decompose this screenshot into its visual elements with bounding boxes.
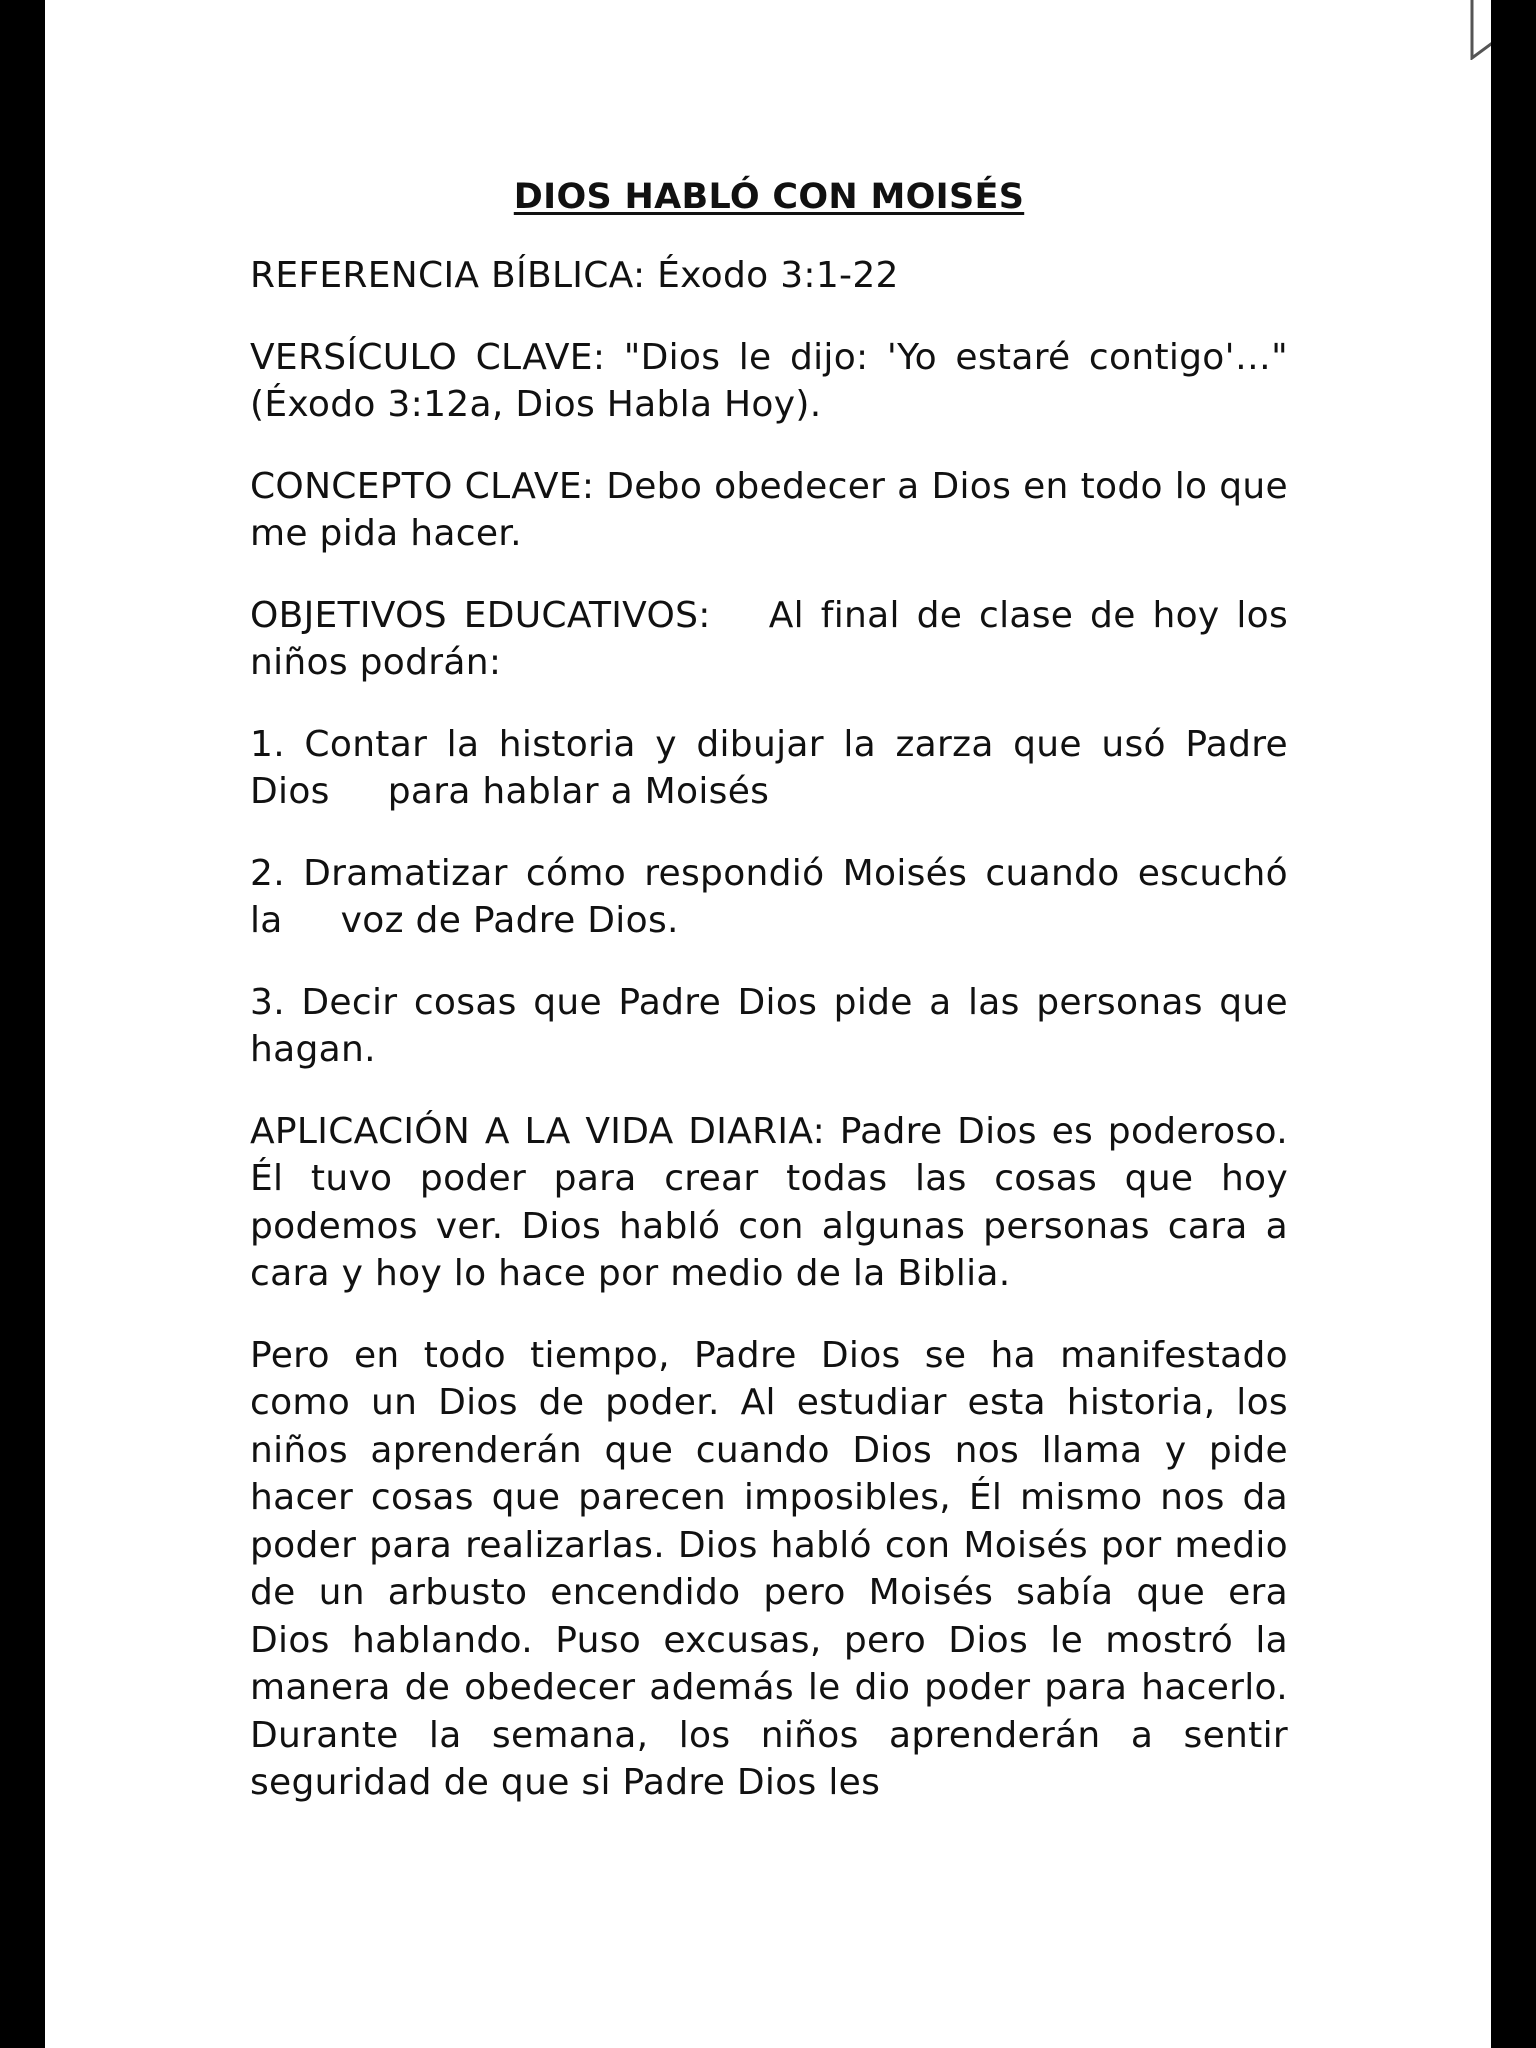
educational-objectives bbox=[250, 592, 1288, 687]
objective-2-part2: voz de Padre Dios. bbox=[340, 900, 679, 941]
bible-reference: REFERENCIA BÍBLICA: Éxodo 3:1-22 bbox=[250, 255, 899, 296]
key-concept: CONCEPTO CLAVE: Debo obedecer a Dios en todo lo que me pida hacer. bbox=[250, 465, 1288, 554]
closing-paragraph: Pero en todo tiempo, Padre Dios se ha manifestado como un Dios de poder. Al estudiar esta historia, los niños aprenderán que cuando Dios nos llama y pide hacer cosas que parecen imposibles, Él mismo nos da poder para realizarlas. Dios habló con Moisés por medio de un arbusto encendido pero Moisés sabía que era Dios hablando. Puso excusas, pero Dios le mostró la manera de obedecer además le dio poder para hacerlo. Durante la semana, los niños aprenderán a sentir seguridad de que si Padre Dios les bbox=[250, 1334, 1288, 1803]
objectives-label: OBJETIVOS EDUCATIVOS: bbox=[250, 594, 711, 636]
document-title: DIOS HABLÓ CON MOISÉS bbox=[513, 177, 1025, 217]
document-page bbox=[45, 0, 1491, 2048]
objective-2-part1: 2. Dramatizar cómo respondió Moisés cuando escuchó la bbox=[250, 852, 1288, 941]
document-body bbox=[250, 172, 1288, 1841]
objective-2 bbox=[250, 850, 1288, 945]
objective-3: 3. Decir cosas que Padre Dios pide a las personas que hagan. bbox=[250, 981, 1288, 1070]
objective-1 bbox=[250, 721, 1288, 816]
objective-1-part2: para hablar a Moisés bbox=[387, 771, 770, 812]
objectives-intro-text: Al final de clase de hoy los niños podrán: bbox=[250, 594, 1288, 683]
objective-1-part1: 1. Contar la historia y dibujar la zarza que usó Padre Dios bbox=[250, 723, 1288, 812]
bookmark-icon[interactable] bbox=[1466, 0, 1491, 60]
key-verse: VERSÍCULO CLAVE: "Dios le dijo: 'Yo estaré contigo'…" (Éxodo 3:12a, Dios Habla Hoy). bbox=[250, 336, 1288, 425]
daily-life-application: APLICACIÓN A LA VIDA DIARIA: Padre Dios es poderoso. Él tuvo poder para crear todas las cosas que hoy podemos ver. Dios habló con algunas personas cara a cara y hoy lo hace por medio de la Biblia. bbox=[250, 1110, 1288, 1294]
